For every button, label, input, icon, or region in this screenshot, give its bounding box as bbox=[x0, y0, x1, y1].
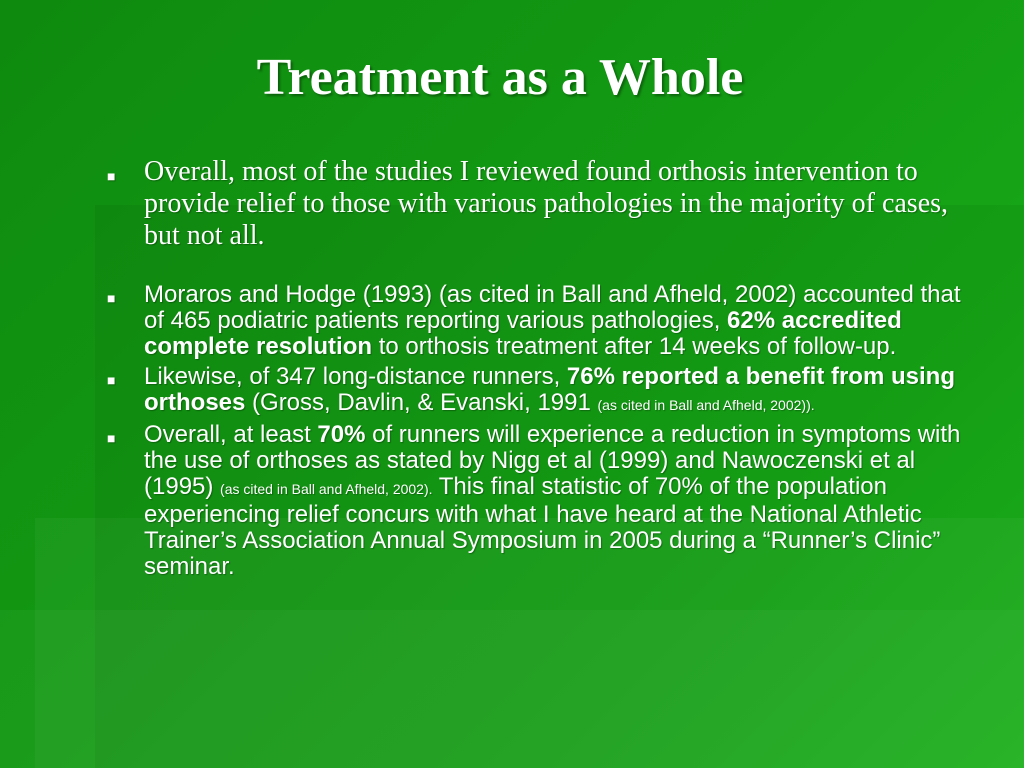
bullet-text: to orthosis treatment after 14 weeks of follow-up. bbox=[372, 333, 897, 360]
square-bullet-icon: ■ bbox=[107, 170, 116, 185]
square-bullet-icon: ■ bbox=[107, 372, 116, 388]
square-bullet-icon: ■ bbox=[107, 290, 116, 306]
bullet-item bbox=[104, 282, 984, 360]
background-panel bbox=[0, 610, 1024, 768]
slide-title: Treatment as a Whole bbox=[256, 49, 744, 106]
bullet-emphasis: 70% bbox=[317, 421, 366, 448]
bullet-text: of runners will experience a reduction in symptoms with the use of orthoses as stated by Nigg et al (1999) and Nawoczenski et al (1995) bbox=[144, 421, 961, 500]
bullet-item bbox=[104, 422, 984, 580]
bullet-text: Overall, most of the studies I reviewed found orthosis intervention to provide relief to those with various pathologies in the majority of cases, but not all. bbox=[144, 156, 949, 251]
citation-text: (as cited in Ball and Afheld, 2002). bbox=[220, 481, 433, 497]
citation-text: (as cited in Ball and Afheld, 2002)). bbox=[597, 397, 815, 413]
bullet-item bbox=[104, 156, 984, 252]
bullet-text: Moraros and Hodge (1993) (as cited in Ball and Afheld, 2002) accounted that of 465 podiatric patients reporting various pathologies, bbox=[144, 281, 961, 334]
bullet-text: This final statistic of 70% of the population experiencing relief concurs with what I have heard at the National Athletic Trainer’s Association Annual Symposium in 2005 during a “Runner’s Clinic” seminar. bbox=[144, 473, 941, 580]
bullet-list bbox=[104, 156, 984, 584]
square-bullet-icon: ■ bbox=[107, 430, 116, 446]
bullet-text: (Gross, Davlin, & Evanski, 1991 bbox=[245, 389, 598, 416]
bullet-emphasis: 76% reported a benefit from using orthoses bbox=[144, 363, 955, 416]
bullet-item bbox=[104, 364, 984, 418]
bullet-text: Overall, at least bbox=[144, 421, 318, 448]
bullet-emphasis: 62% accredited complete resolution bbox=[144, 307, 902, 360]
bullet-text: Likewise, of 347 long-distance runners, bbox=[144, 363, 567, 390]
